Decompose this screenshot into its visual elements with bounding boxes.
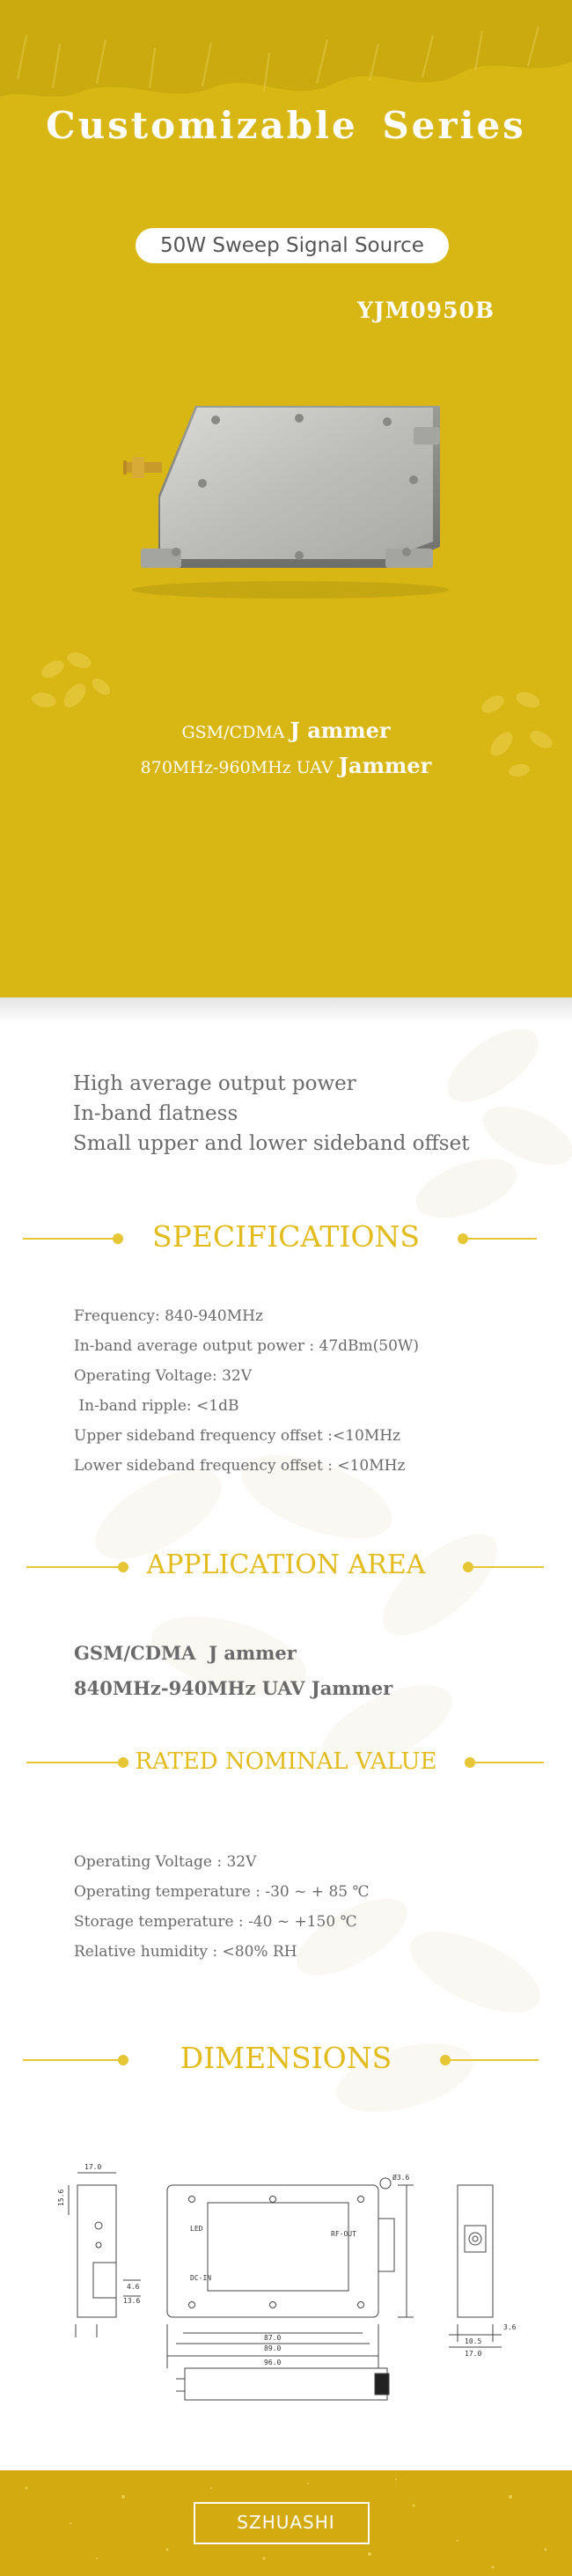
rated-nominal-value-header — [0, 1743, 572, 1782]
hero-application-line-2 — [0, 753, 572, 778]
width-label: 96.0 — [264, 2359, 282, 2366]
application-list — [74, 1636, 392, 1706]
dim-label: 17.0 — [465, 2350, 482, 2358]
divider-dot — [463, 1562, 473, 1572]
spec-item: Lower sideband frequency offset : <10MHz — [74, 1457, 406, 1475]
spec-item: Frequency: 840-940MHz — [74, 1307, 263, 1325]
dim-label: 3.6 — [503, 2323, 517, 2331]
dim-label: 17.0 — [84, 2163, 102, 2171]
product-image — [123, 392, 458, 603]
specifications-header — [0, 1219, 572, 1258]
hero-application-line-1 — [0, 718, 572, 743]
divider — [451, 2059, 539, 2061]
hero-banner — [0, 0, 572, 997]
rated-item: Operating Voltage : 32V — [74, 1853, 257, 1871]
footer — [0, 2470, 572, 2576]
spec-item: Operating Voltage: 32V — [74, 1367, 252, 1385]
spec-item: In-band average output power : 47dBm(50W) — [74, 1337, 420, 1355]
rated-item: Storage temperature : -40 ~ +150 ℃ — [74, 1913, 357, 1931]
section-title: APPLICATION AREA — [146, 1549, 426, 1580]
dim-label: 4.6 — [127, 2283, 140, 2291]
product-subtitle-badge: 50W Sweep Signal Source — [136, 228, 449, 263]
hero-line-1-big: J ammer — [290, 718, 391, 743]
rated-item: Relative humidity : <80% RH — [74, 1943, 297, 1961]
background-leaf-icon — [53, 1426, 546, 1796]
section-title: SPECIFICATIONS — [152, 1219, 420, 1254]
led-label: LED — [190, 2225, 203, 2233]
section-title: DIMENSIONS — [180, 2041, 392, 2075]
spec-item: Upper sideband frequency offset :<10MHz — [74, 1427, 401, 1445]
feature-item: Small upper and lower sideband offset — [73, 1132, 470, 1155]
hole-diameter-label: Ø3.6 — [392, 2174, 410, 2182]
page-title: Customizable Series — [46, 104, 526, 147]
application-item: 840MHz-940MHz UAV Jammer — [74, 1677, 393, 1699]
divider-dot — [458, 1233, 468, 1244]
width-label: 87.0 — [264, 2334, 282, 2342]
divider — [468, 1238, 537, 1240]
dimension-drawings — [0, 2148, 572, 2412]
dim-label: 13.6 — [123, 2297, 141, 2305]
spec-item: In-band ripple: <1dB — [74, 1397, 239, 1415]
section-title: RATED NOMINAL VALUE — [135, 1748, 437, 1775]
rf-out-label: RF-OUT — [331, 2230, 356, 2238]
model-number: YJM0950B — [356, 298, 495, 323]
hero-line-2-small: 870MHz-960MHz UAV — [140, 758, 339, 777]
feature-item: High average output power — [73, 1072, 356, 1095]
dim-label: 15.6 — [57, 2189, 65, 2206]
dimensions-header — [0, 2041, 572, 2079]
specifications-list — [74, 1301, 419, 1481]
dc-in-label: DC-IN — [190, 2274, 212, 2282]
divider — [475, 1762, 544, 1763]
divider — [473, 1566, 544, 1568]
feature-item: In-band flatness — [73, 1102, 238, 1125]
width-label: 89.0 — [264, 2344, 282, 2352]
rated-item: Operating temperature : -30 ~ + 85 ℃ — [74, 1883, 370, 1901]
dim-label: 10.5 — [465, 2337, 482, 2345]
rated-values-list — [74, 1847, 370, 1967]
hero-line-2-big: Jammer — [338, 753, 432, 778]
divider-dot — [465, 1757, 475, 1768]
application-area-header — [0, 1548, 572, 1586]
feature-list — [73, 1069, 469, 1159]
hero-line-1-small: GSM/CDMA — [181, 723, 290, 742]
divider-dot — [440, 2055, 451, 2065]
application-item: GSM/CDMA J ammer — [74, 1642, 297, 1664]
brand-name: SZHUASHI — [237, 2512, 335, 2533]
